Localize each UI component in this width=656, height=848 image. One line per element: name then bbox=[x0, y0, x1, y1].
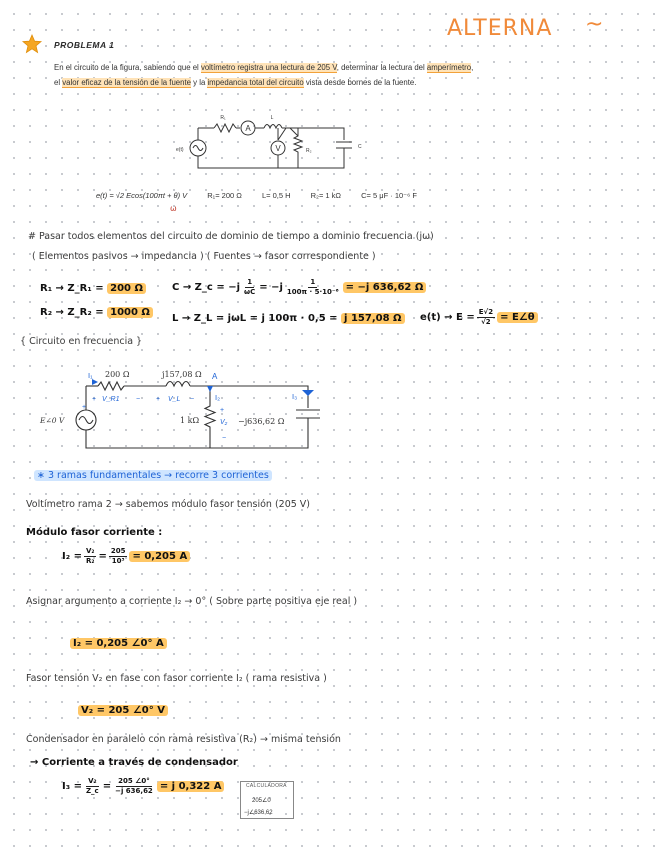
calculator-line-2: −j∠636,62 bbox=[244, 810, 273, 816]
branches-text: ∗ 3 ramas fundamentales → recorre 3 corrientes bbox=[34, 470, 272, 481]
frequency-circuit-label: { Circuito en frecuencia } bbox=[20, 336, 143, 347]
l-value-label: j157,08 Ω bbox=[162, 370, 202, 379]
branches-note bbox=[34, 470, 272, 481]
r1-lhs: R₁ → Z_R₁ = bbox=[40, 283, 104, 294]
plus-sign-source: + bbox=[82, 404, 87, 411]
plus-sign-l: + bbox=[156, 396, 161, 403]
i3-value: = j 0,322 A bbox=[157, 781, 225, 792]
ammeter-label: A bbox=[245, 124, 251, 133]
r2-lhs: R₂ → Z_R₂ = bbox=[40, 307, 104, 318]
i2-value: = 0,205 A bbox=[129, 551, 190, 562]
voltmeter-label: V bbox=[275, 144, 281, 153]
c-value-label: −j636,62 Ω bbox=[238, 417, 285, 426]
c-value: = −j 636,62 Ω bbox=[343, 282, 427, 293]
numerator: 1 bbox=[310, 278, 316, 286]
plus-sign-v2: + bbox=[220, 407, 225, 414]
node-a-label: A bbox=[212, 372, 218, 381]
l-value: j 157,08 Ω bbox=[341, 313, 404, 324]
e-value: = E∠θ bbox=[497, 312, 538, 323]
wave-icon: ~ bbox=[585, 12, 604, 37]
r2-conversion bbox=[40, 307, 153, 318]
c-label: C bbox=[358, 144, 362, 150]
vr1-label: V_R1 bbox=[102, 396, 120, 403]
denominator: 10³ bbox=[111, 557, 125, 565]
minus-sign-l: − bbox=[190, 396, 195, 403]
numerator: 1 bbox=[247, 278, 253, 286]
param-c: C= 5 μF · 10⁻⁶ F bbox=[361, 191, 417, 200]
problem-statement bbox=[54, 61, 476, 90]
e-conversion bbox=[420, 308, 538, 327]
i2-phasor-text: I₂ = 0,205 ∠0° A bbox=[70, 638, 167, 649]
text-part: En el circuito de la figura, sabiendo que el bbox=[54, 63, 201, 72]
r2-value: 1000 Ω bbox=[107, 307, 153, 318]
denominator: ωC bbox=[244, 288, 256, 296]
v2-phasor-text: V₂ = 205 ∠0° V bbox=[78, 705, 168, 716]
r1-value: 200 Ω bbox=[107, 283, 146, 294]
c-middle: = −j bbox=[259, 282, 283, 293]
denominator: √2 bbox=[481, 318, 491, 326]
i3-equals: = bbox=[102, 781, 112, 792]
assign-note: Asignar argumento a corriente I₂ → 0° ( Sobre parte positiva eje real ) bbox=[26, 596, 358, 607]
denominator: Z_c bbox=[85, 787, 99, 795]
text-part-highlight: voltímetro registra una lectura de 205 V bbox=[200, 63, 337, 72]
note-line-2: ( Elementos pasivos → impedancia ) ( Fuentes → fasor correspondiente ) bbox=[32, 251, 376, 262]
source-label: e(t) bbox=[176, 147, 184, 153]
l-lhs: L → Z_L = jωL = j 100π · 0,5 = bbox=[172, 313, 338, 324]
c-conversion bbox=[172, 278, 426, 297]
circuit-diagram-frequency bbox=[40, 366, 334, 456]
v2-phasor bbox=[78, 705, 168, 716]
text-part-highlight: impedancia total del circuito bbox=[207, 77, 304, 87]
vl-label: V_L bbox=[168, 396, 181, 403]
circuit-diagram-time bbox=[168, 108, 368, 174]
text-part-highlight: amperímetro bbox=[426, 63, 472, 72]
v2-label: V₂ bbox=[220, 419, 228, 426]
param-l: L= 0,5 H bbox=[261, 191, 291, 200]
calculator-line-1: 205∠0 bbox=[252, 798, 271, 804]
e-lhs: e(t) → E = bbox=[420, 312, 475, 323]
source-equation: e(t) = √2 Ecos(100πt + θ) V bbox=[96, 191, 188, 200]
i3-fraction-1 bbox=[84, 777, 101, 796]
numerator: 205 bbox=[110, 547, 126, 555]
plus-sign-r1: + bbox=[92, 396, 97, 403]
i3-lhs: I₃ = bbox=[62, 781, 82, 792]
param-r2: R₂= 1 kΩ bbox=[310, 191, 342, 200]
denominator: 100π · 5·10⁻⁶ bbox=[286, 288, 339, 296]
i2-label: I₂ bbox=[215, 393, 220, 402]
parameters-row bbox=[96, 191, 435, 200]
voltmeter-note: Voltímetro rama 2 → sabemos módulo fasor tensión (205 V) bbox=[26, 499, 311, 510]
e-fraction bbox=[477, 308, 495, 327]
param-r1: R₁= 200 Ω bbox=[207, 191, 242, 200]
phase-note: Fasor tensión V₂ en fase con fasor corriente I₂ ( rama resistiva ) bbox=[26, 673, 327, 684]
problem-title: PROBLEMA 1 bbox=[54, 40, 115, 50]
c-fraction-2 bbox=[285, 278, 341, 297]
c-lhs: C → Z_c = −j bbox=[172, 282, 241, 293]
i3-calculation bbox=[62, 777, 224, 796]
i2-lhs: I₂ = bbox=[62, 551, 82, 562]
i2-calculation bbox=[62, 547, 190, 566]
cap-current-note: → Corriente a través de condensador bbox=[30, 757, 238, 768]
i3-label: I₃ bbox=[292, 392, 298, 401]
numerator: E√2 bbox=[478, 308, 494, 316]
text-part: y la bbox=[190, 77, 208, 87]
i2-fraction-2 bbox=[109, 547, 128, 566]
numerator: V₂ bbox=[85, 547, 95, 555]
r1-label: R₁ bbox=[220, 115, 226, 121]
note-line-1: # Pasar todos elementos del circuito de dominio de tiempo a dominio frecuencia (jω) bbox=[28, 231, 434, 242]
text-part-highlight: valor eficaz de la tensión de la fuente bbox=[62, 77, 191, 87]
l-label: L bbox=[270, 115, 274, 121]
i3-fraction-2 bbox=[113, 777, 155, 796]
denominator: −j 636,62 bbox=[115, 787, 153, 795]
r2-label: R₂ bbox=[306, 148, 312, 154]
r1-value-label: 200 Ω bbox=[105, 370, 130, 379]
text-part: , el bbox=[54, 63, 474, 87]
star-icon bbox=[22, 34, 42, 54]
numerator: V₂ bbox=[88, 777, 97, 785]
omega-annotation: ω bbox=[170, 204, 177, 213]
i2-phasor bbox=[70, 638, 167, 649]
i2-fraction-1 bbox=[84, 547, 96, 566]
modulo-note: Módulo fasor corriente : bbox=[26, 527, 163, 538]
text-part: vista desde bornes de la fuente. bbox=[303, 77, 417, 87]
i2-equals: = bbox=[98, 551, 107, 562]
l-conversion bbox=[172, 313, 405, 324]
text-part: , determinar la lectura del bbox=[336, 63, 427, 72]
c-fraction-1 bbox=[242, 278, 257, 297]
numerator: 205 ∠0° bbox=[118, 777, 150, 785]
page-title: ALTERNA bbox=[447, 16, 553, 41]
r1-conversion bbox=[40, 283, 146, 294]
denominator: R₂ bbox=[85, 557, 95, 565]
parallel-note: Condensador en paralelo con rama resistiva (R₂) → misma tensión bbox=[26, 734, 341, 745]
source-value-label: E∠0 V bbox=[40, 416, 65, 425]
calculator-label: CALCULADORA bbox=[246, 783, 287, 789]
i1-label: I₁ bbox=[88, 371, 93, 380]
minus-sign-r1: − bbox=[136, 396, 141, 403]
minus-sign-v2: − bbox=[222, 435, 227, 442]
r2-value-label: 1 kΩ bbox=[180, 416, 200, 425]
